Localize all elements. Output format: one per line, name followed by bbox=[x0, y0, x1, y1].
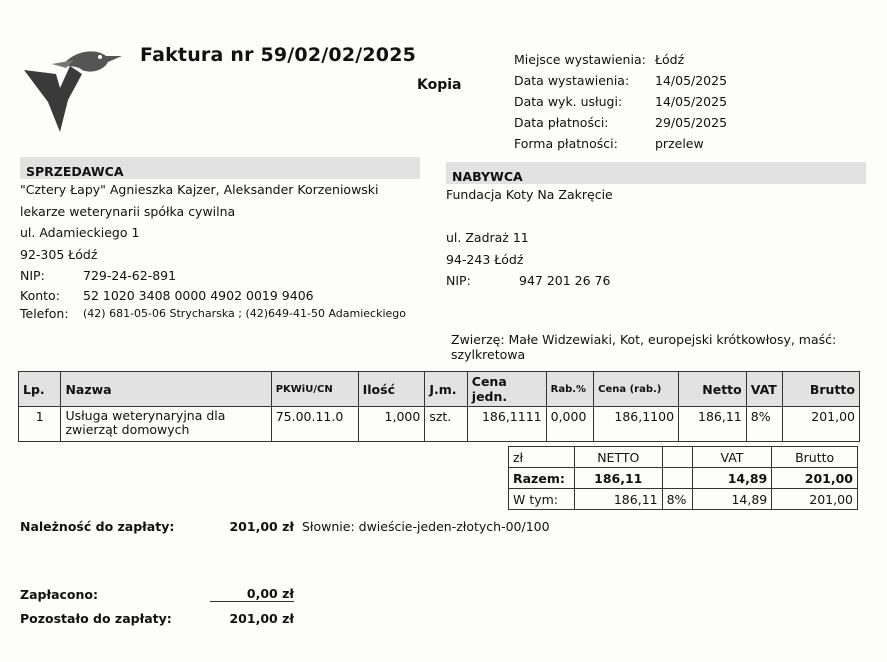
cell-netto: 186,11 bbox=[679, 407, 747, 442]
seller-phone: Telefon: (42) 681-05-06 Strycharska ; (42)649-41-50 Adamieckiego bbox=[20, 305, 407, 321]
col-lp: Lp. bbox=[19, 372, 61, 407]
cell-lp: 1 bbox=[19, 407, 61, 442]
seller-heading: SPRZEDAWCA bbox=[20, 157, 420, 179]
meta-place: Miejsce wystawienia: Łódź bbox=[514, 52, 685, 67]
buyer-street: ul. Zadraż 11 bbox=[446, 230, 529, 245]
totals-col-brutto: Brutto bbox=[772, 447, 858, 468]
cell-qty: 1,000 bbox=[358, 407, 425, 442]
col-unit-price: Cena jedn. bbox=[467, 372, 546, 407]
totals-incl-rate: 8% bbox=[662, 489, 692, 510]
invoice-meta bbox=[514, 49, 727, 154]
col-netto: Netto bbox=[679, 372, 747, 407]
totals-sum-netto: 186,11 bbox=[574, 468, 662, 489]
totals-currency: zł bbox=[509, 447, 575, 468]
cell-discounted-price: 186,1100 bbox=[594, 407, 679, 442]
totals-header-row bbox=[509, 447, 858, 468]
cell-name: Usługa weterynaryjna dla zwierząt domowych bbox=[61, 407, 271, 442]
buyer-heading: NABYWCA bbox=[446, 162, 866, 184]
meta-issue-date: Data wystawienia: 14/05/2025 bbox=[514, 73, 728, 88]
col-qty: Ilość bbox=[358, 372, 425, 407]
remaining-value: 201,00 zł bbox=[229, 611, 294, 626]
col-unit: J.m. bbox=[425, 372, 467, 407]
paid-value: 0,00 zł bbox=[210, 586, 294, 602]
totals-incl-brutto: 201,00 bbox=[772, 489, 858, 510]
amount-due-value: 201,00 zł bbox=[229, 519, 294, 534]
cell-pkwiu: 75.00.11.0 bbox=[271, 407, 358, 442]
cell-unit: szt. bbox=[425, 407, 467, 442]
totals-incl-vat: 14,89 bbox=[692, 489, 772, 510]
buyer-name: Fundacja Koty Na Zakręcie bbox=[446, 187, 613, 202]
payment-summary bbox=[20, 578, 294, 626]
company-logo bbox=[22, 44, 134, 136]
seller-city: 92-305 Łódź bbox=[20, 246, 98, 262]
amount-due bbox=[20, 519, 550, 534]
totals-col-netto: NETTO bbox=[574, 447, 662, 468]
totals-incl-netto: 186,11 bbox=[574, 489, 662, 510]
items-header-row bbox=[19, 372, 860, 407]
paid-row bbox=[20, 578, 294, 602]
col-pkwiu: PKWiU/CN bbox=[271, 372, 358, 407]
totals-sum-label: Razem: bbox=[509, 468, 575, 489]
buyer-nip: NIP: 947 201 26 76 bbox=[446, 273, 611, 288]
cell-discount: 0,000 bbox=[546, 407, 594, 442]
items-table bbox=[18, 371, 860, 442]
meta-payment-date: Data płatności: 29/05/2025 bbox=[514, 115, 728, 130]
totals-incl-label: W tym: bbox=[509, 489, 575, 510]
col-name: Nazwa bbox=[61, 372, 271, 407]
seller-nip: NIP: 729-24-62-891 bbox=[20, 268, 177, 283]
cell-brutto: 201,00 bbox=[783, 407, 860, 442]
cell-unit-price: 186,1111 bbox=[467, 407, 546, 442]
amount-in-words: Słownie: dwieście-jeden-złotych-00/100 bbox=[302, 519, 550, 534]
copy-label: Kopia bbox=[417, 77, 462, 93]
remaining-label: Pozostało do zapłaty: bbox=[20, 611, 172, 626]
col-brutto: Brutto bbox=[783, 372, 860, 407]
seller-street: ul. Adamieckiego 1 bbox=[20, 225, 140, 240]
col-vat: VAT bbox=[746, 372, 782, 407]
col-discounted-price: Cena (rab.) bbox=[594, 372, 679, 407]
amount-due-label: Należność do zapłaty: bbox=[20, 519, 175, 534]
animal-note: Zwierzę: Małe Widzewiaki, Kot, europejski krótkowłosy, maść: szylkretowa bbox=[451, 332, 837, 362]
totals-col-vat: VAT bbox=[692, 447, 772, 468]
totals-table bbox=[508, 446, 858, 510]
invoice-title: Faktura nr 59/02/02/2025 bbox=[140, 44, 417, 66]
seller-account: Konto: 52 1020 3408 0000 4902 0019 9406 bbox=[20, 287, 314, 303]
seller-name: "Cztery Łapy" Agnieszka Kajzer, Aleksander Korzeniowski bbox=[20, 182, 379, 197]
totals-sum-vat: 14,89 bbox=[692, 468, 772, 489]
totals-sum-brutto: 201,00 bbox=[772, 468, 858, 489]
seller-subtitle: lekarze weterynarii spółka cywilna bbox=[20, 203, 236, 219]
bird-logo-icon bbox=[22, 44, 134, 136]
totals-incl-row bbox=[509, 489, 858, 510]
buyer-city: 94-243 Łódź bbox=[446, 251, 524, 267]
col-discount: Rab.% bbox=[546, 372, 594, 407]
buyer-block bbox=[446, 162, 866, 292]
paid-label: Zapłacono: bbox=[20, 587, 99, 602]
table-row bbox=[19, 407, 860, 442]
meta-service-date: Data wyk. usługi: 14/05/2025 bbox=[514, 94, 728, 109]
meta-payment-method: Forma płatności: przelew bbox=[514, 136, 704, 151]
remaining-row bbox=[20, 602, 294, 626]
totals-sum-row bbox=[509, 468, 858, 489]
cell-vat: 8% bbox=[746, 407, 782, 442]
seller-block bbox=[20, 157, 420, 323]
